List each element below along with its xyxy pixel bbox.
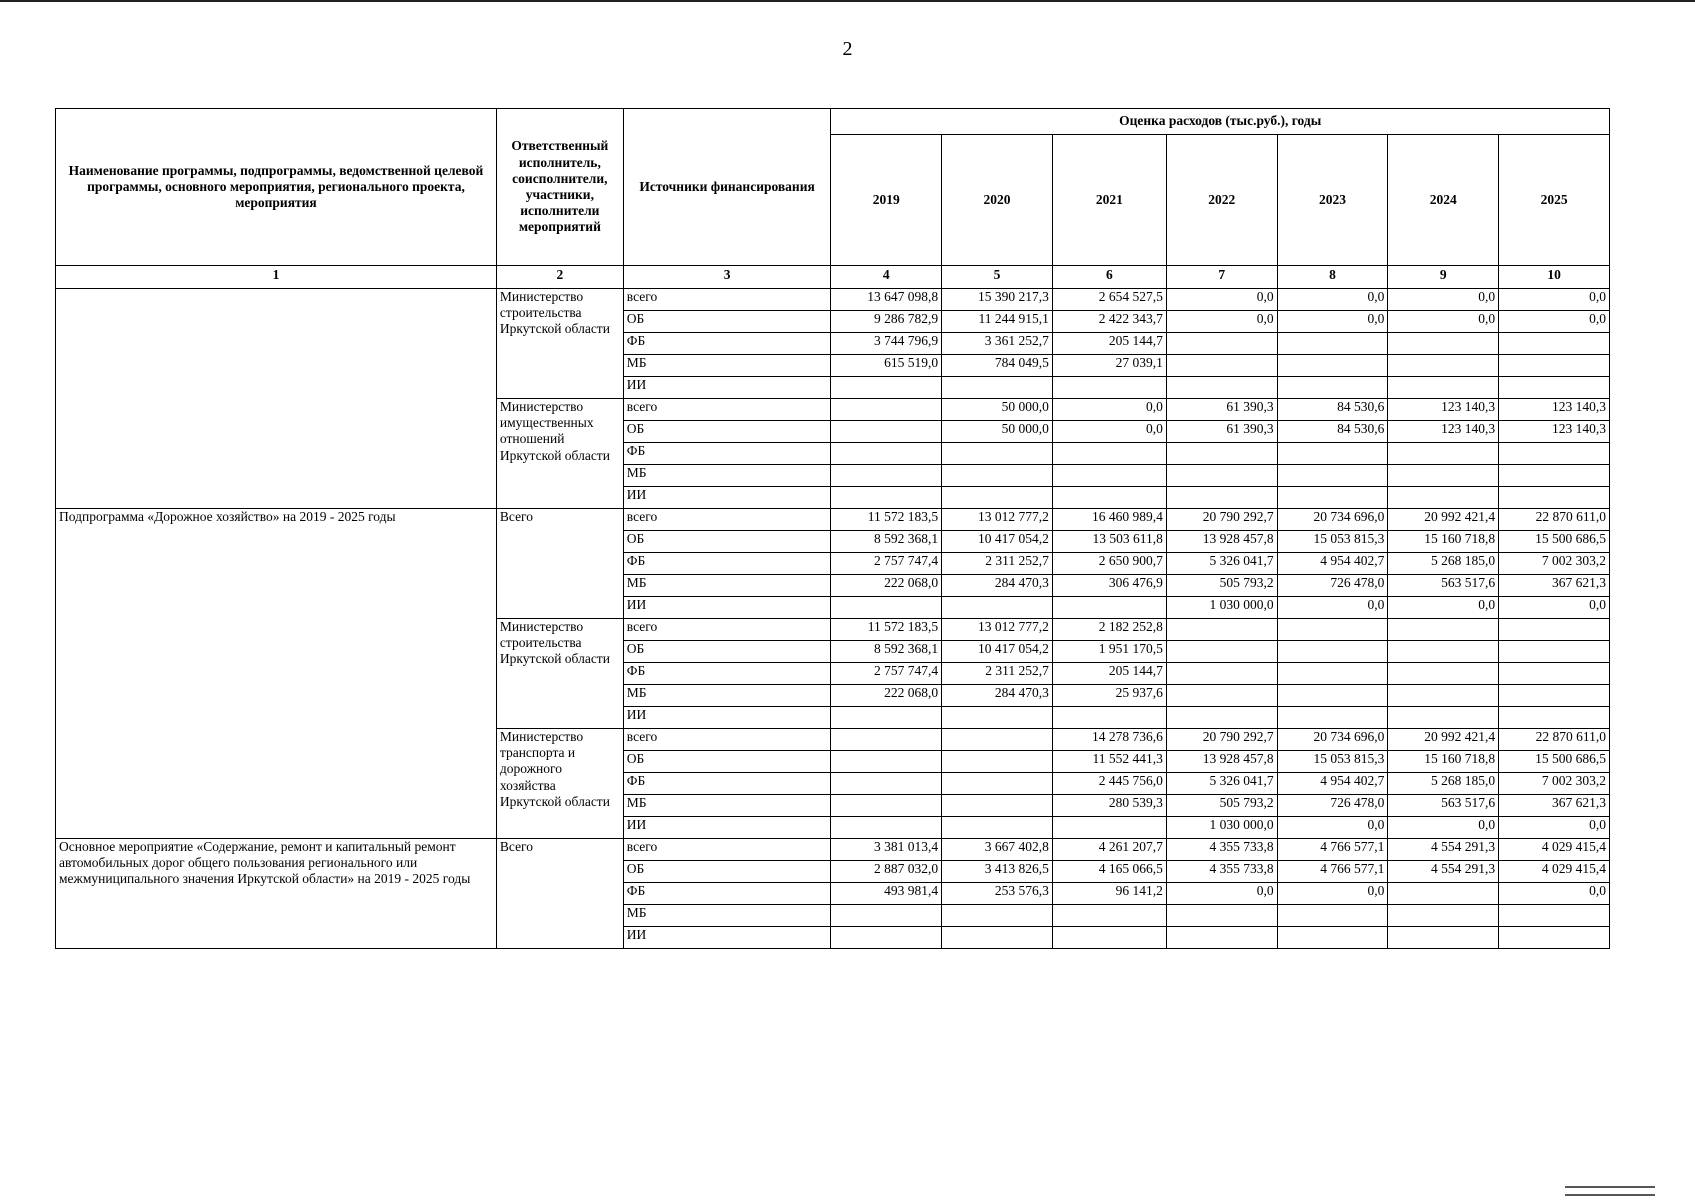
value-cell-2021: [1052, 597, 1166, 619]
value-cell-2024: [1388, 333, 1499, 355]
value-cell-2024: [1388, 927, 1499, 949]
value-cell-2020: 13 012 777,2: [942, 619, 1053, 641]
value-cell-2021: 205 144,7: [1052, 663, 1166, 685]
value-cell-2025: 15 500 686,5: [1499, 531, 1610, 553]
value-cell-2024: [1388, 377, 1499, 399]
value-cell-2023: 20 734 696,0: [1277, 509, 1388, 531]
value-cell-2021: 11 552 441,3: [1052, 751, 1166, 773]
value-cell-2020: [942, 729, 1053, 751]
value-cell-2022: 20 790 292,7: [1166, 509, 1277, 531]
value-cell-2025: [1499, 905, 1610, 927]
column-number: 8: [1277, 266, 1388, 289]
value-cell-2022: 4 355 733,8: [1166, 839, 1277, 861]
column-number-row: [56, 266, 1610, 289]
column-number: 4: [831, 266, 942, 289]
value-cell-2022: [1166, 707, 1277, 729]
value-cell-2025: 123 140,3: [1499, 399, 1610, 421]
value-cell-2019: [831, 377, 942, 399]
value-cell-2021: 0,0: [1052, 399, 1166, 421]
value-cell-2020: [942, 795, 1053, 817]
funding-source-cell: МБ: [623, 575, 831, 597]
funding-source-cell: ИИ: [623, 817, 831, 839]
value-cell-2019: [831, 817, 942, 839]
value-cell-2025: 123 140,3: [1499, 421, 1610, 443]
value-cell-2019: [831, 729, 942, 751]
value-cell-2020: [942, 443, 1053, 465]
value-cell-2024: 5 268 185,0: [1388, 553, 1499, 575]
value-cell-2019: [831, 597, 942, 619]
funding-source-cell: ОБ: [623, 311, 831, 333]
column-number: 10: [1499, 266, 1610, 289]
value-cell-2022: [1166, 685, 1277, 707]
value-cell-2024: [1388, 905, 1499, 927]
value-cell-2024: [1388, 685, 1499, 707]
value-cell-2024: 0,0: [1388, 597, 1499, 619]
funding-source-cell: МБ: [623, 685, 831, 707]
value-cell-2024: [1388, 663, 1499, 685]
funding-source-cell: МБ: [623, 905, 831, 927]
value-cell-2023: 0,0: [1277, 289, 1388, 311]
value-cell-2021: 14 278 736,6: [1052, 729, 1166, 751]
year-header: 2019: [831, 135, 942, 266]
year-header: 2024: [1388, 135, 1499, 266]
value-cell-2024: 123 140,3: [1388, 421, 1499, 443]
value-cell-2022: 5 326 041,7: [1166, 773, 1277, 795]
value-cell-2024: 563 517,6: [1388, 575, 1499, 597]
value-cell-2024: 0,0: [1388, 311, 1499, 333]
year-header: 2021: [1052, 135, 1166, 266]
value-cell-2025: 4 029 415,4: [1499, 861, 1610, 883]
value-cell-2024: [1388, 355, 1499, 377]
value-cell-2022: 61 390,3: [1166, 399, 1277, 421]
value-cell-2019: 2 887 032,0: [831, 861, 942, 883]
funding-source-cell: ИИ: [623, 597, 831, 619]
value-cell-2022: 13 928 457,8: [1166, 531, 1277, 553]
value-cell-2021: 25 937,6: [1052, 685, 1166, 707]
value-cell-2020: [942, 377, 1053, 399]
funding-source-cell: всего: [623, 839, 831, 861]
value-cell-2020: [942, 751, 1053, 773]
value-cell-2020: 10 417 054,2: [942, 531, 1053, 553]
value-cell-2021: [1052, 905, 1166, 927]
page-corner-mark: [1565, 1186, 1655, 1196]
funding-source-cell: ФБ: [623, 553, 831, 575]
value-cell-2025: 0,0: [1499, 311, 1610, 333]
value-cell-2021: 280 539,3: [1052, 795, 1166, 817]
value-cell-2020: 2 311 252,7: [942, 663, 1053, 685]
value-cell-2023: [1277, 927, 1388, 949]
table-row: [56, 289, 1610, 311]
value-cell-2019: [831, 399, 942, 421]
value-cell-2022: [1166, 465, 1277, 487]
column-number: 3: [623, 266, 831, 289]
funding-source-cell: МБ: [623, 355, 831, 377]
value-cell-2021: 205 144,7: [1052, 333, 1166, 355]
column-number: 6: [1052, 266, 1166, 289]
column-number: 1: [56, 266, 497, 289]
value-cell-2025: [1499, 333, 1610, 355]
value-cell-2022: [1166, 619, 1277, 641]
value-cell-2023: 84 530,6: [1277, 421, 1388, 443]
value-cell-2025: 22 870 611,0: [1499, 509, 1610, 531]
value-cell-2020: 3 413 826,5: [942, 861, 1053, 883]
value-cell-2025: [1499, 487, 1610, 509]
value-cell-2025: 0,0: [1499, 817, 1610, 839]
value-cell-2020: [942, 487, 1053, 509]
value-cell-2025: [1499, 685, 1610, 707]
value-cell-2023: 84 530,6: [1277, 399, 1388, 421]
value-cell-2020: [942, 773, 1053, 795]
funding-source-cell: ИИ: [623, 707, 831, 729]
funding-source-cell: всего: [623, 399, 831, 421]
value-cell-2019: [831, 751, 942, 773]
program-name-cell: [56, 289, 497, 509]
value-cell-2023: 15 053 815,3: [1277, 531, 1388, 553]
funding-source-cell: ОБ: [623, 641, 831, 663]
value-cell-2019: 2 757 747,4: [831, 663, 942, 685]
value-cell-2019: 8 592 368,1: [831, 641, 942, 663]
funding-source-cell: ФБ: [623, 443, 831, 465]
value-cell-2022: 4 355 733,8: [1166, 861, 1277, 883]
value-cell-2024: 15 160 718,8: [1388, 531, 1499, 553]
value-cell-2020: [942, 465, 1053, 487]
funding-source-cell: ОБ: [623, 751, 831, 773]
value-cell-2023: 15 053 815,3: [1277, 751, 1388, 773]
value-cell-2023: [1277, 707, 1388, 729]
value-cell-2020: 11 244 915,1: [942, 311, 1053, 333]
value-cell-2021: 4 261 207,7: [1052, 839, 1166, 861]
funding-source-cell: МБ: [623, 465, 831, 487]
value-cell-2024: 563 517,6: [1388, 795, 1499, 817]
value-cell-2023: [1277, 465, 1388, 487]
value-cell-2022: [1166, 905, 1277, 927]
value-cell-2019: 615 519,0: [831, 355, 942, 377]
value-cell-2022: [1166, 355, 1277, 377]
value-cell-2024: 5 268 185,0: [1388, 773, 1499, 795]
value-cell-2022: [1166, 443, 1277, 465]
value-cell-2025: 0,0: [1499, 289, 1610, 311]
value-cell-2025: 4 029 415,4: [1499, 839, 1610, 861]
value-cell-2024: 4 554 291,3: [1388, 861, 1499, 883]
value-cell-2020: 284 470,3: [942, 575, 1053, 597]
value-cell-2022: 0,0: [1166, 289, 1277, 311]
value-cell-2019: 222 068,0: [831, 685, 942, 707]
value-cell-2021: [1052, 487, 1166, 509]
value-cell-2022: [1166, 641, 1277, 663]
value-cell-2023: [1277, 355, 1388, 377]
value-cell-2019: [831, 773, 942, 795]
value-cell-2025: [1499, 355, 1610, 377]
value-cell-2023: 0,0: [1277, 883, 1388, 905]
value-cell-2023: 4 766 577,1: [1277, 839, 1388, 861]
value-cell-2019: [831, 707, 942, 729]
value-cell-2019: [831, 421, 942, 443]
value-cell-2025: 367 621,3: [1499, 795, 1610, 817]
value-cell-2020: 784 049,5: [942, 355, 1053, 377]
column-number: 9: [1388, 266, 1499, 289]
value-cell-2023: [1277, 685, 1388, 707]
value-cell-2021: 0,0: [1052, 421, 1166, 443]
value-cell-2020: [942, 707, 1053, 729]
value-cell-2021: 27 039,1: [1052, 355, 1166, 377]
funding-source-cell: всего: [623, 619, 831, 641]
value-cell-2023: [1277, 487, 1388, 509]
value-cell-2021: 2 182 252,8: [1052, 619, 1166, 641]
value-cell-2019: [831, 443, 942, 465]
value-cell-2021: [1052, 377, 1166, 399]
value-cell-2021: 13 503 611,8: [1052, 531, 1166, 553]
value-cell-2019: 3 744 796,9: [831, 333, 942, 355]
value-cell-2020: [942, 817, 1053, 839]
value-cell-2022: 13 928 457,8: [1166, 751, 1277, 773]
value-cell-2021: 2 650 900,7: [1052, 553, 1166, 575]
value-cell-2021: 96 141,2: [1052, 883, 1166, 905]
value-cell-2024: 4 554 291,3: [1388, 839, 1499, 861]
funding-source-cell: ФБ: [623, 773, 831, 795]
header-costs: Оценка расходов (тыс.руб.), годы: [831, 109, 1610, 135]
value-cell-2022: 1 030 000,0: [1166, 817, 1277, 839]
value-cell-2022: 0,0: [1166, 883, 1277, 905]
header-executor: Ответственный исполнитель, соисполнители, участники, исполнители мероприятий: [496, 109, 623, 266]
program-name-cell: Основное мероприятие «Содержание, ремонт и капитальный ремонт автомобильных дорог общего пользования регионального или межмуниципального значения Иркутской области» на 2019 - 2025 годы: [56, 839, 497, 949]
value-cell-2021: 16 460 989,4: [1052, 509, 1166, 531]
funding-source-cell: всего: [623, 289, 831, 311]
column-number: 5: [942, 266, 1053, 289]
value-cell-2024: 0,0: [1388, 289, 1499, 311]
value-cell-2020: 284 470,3: [942, 685, 1053, 707]
executor-cell: Всего: [496, 839, 623, 949]
value-cell-2024: 15 160 718,8: [1388, 751, 1499, 773]
value-cell-2019: [831, 927, 942, 949]
value-cell-2023: 0,0: [1277, 311, 1388, 333]
value-cell-2021: [1052, 443, 1166, 465]
funding-source-cell: всего: [623, 509, 831, 531]
value-cell-2025: [1499, 619, 1610, 641]
value-cell-2025: 0,0: [1499, 597, 1610, 619]
value-cell-2025: [1499, 663, 1610, 685]
year-header: 2025: [1499, 135, 1610, 266]
funding-source-cell: ИИ: [623, 377, 831, 399]
year-header: 2020: [942, 135, 1053, 266]
value-cell-2025: [1499, 927, 1610, 949]
executor-cell: Министерство транспорта и дорожного хозяйства Иркутской области: [496, 729, 623, 839]
value-cell-2024: [1388, 619, 1499, 641]
funding-source-cell: ФБ: [623, 333, 831, 355]
funding-source-cell: ФБ: [623, 663, 831, 685]
value-cell-2022: 505 793,2: [1166, 575, 1277, 597]
year-header: 2023: [1277, 135, 1388, 266]
value-cell-2023: 0,0: [1277, 817, 1388, 839]
value-cell-2020: 15 390 217,3: [942, 289, 1053, 311]
value-cell-2020: [942, 927, 1053, 949]
value-cell-2023: 4 954 402,7: [1277, 773, 1388, 795]
value-cell-2025: 367 621,3: [1499, 575, 1610, 597]
value-cell-2024: 123 140,3: [1388, 399, 1499, 421]
value-cell-2023: 20 734 696,0: [1277, 729, 1388, 751]
value-cell-2019: [831, 487, 942, 509]
value-cell-2025: 7 002 303,2: [1499, 553, 1610, 575]
funding-source-cell: ФБ: [623, 883, 831, 905]
executor-cell: Министерство строительства Иркутской области: [496, 289, 623, 399]
value-cell-2020: 13 012 777,2: [942, 509, 1053, 531]
value-cell-2024: 20 992 421,4: [1388, 509, 1499, 531]
value-cell-2019: 2 757 747,4: [831, 553, 942, 575]
value-cell-2020: 3 361 252,7: [942, 333, 1053, 355]
value-cell-2022: 20 790 292,7: [1166, 729, 1277, 751]
value-cell-2022: [1166, 487, 1277, 509]
value-cell-2020: 50 000,0: [942, 399, 1053, 421]
value-cell-2019: 3 381 013,4: [831, 839, 942, 861]
value-cell-2025: [1499, 377, 1610, 399]
value-cell-2023: [1277, 663, 1388, 685]
value-cell-2022: [1166, 377, 1277, 399]
value-cell-2021: [1052, 707, 1166, 729]
value-cell-2019: 11 572 183,5: [831, 619, 942, 641]
top-rule: [0, 0, 1695, 2]
funding-source-cell: всего: [623, 729, 831, 751]
value-cell-2025: 7 002 303,2: [1499, 773, 1610, 795]
year-header: 2022: [1166, 135, 1277, 266]
column-number: 2: [496, 266, 623, 289]
value-cell-2020: 50 000,0: [942, 421, 1053, 443]
funding-source-cell: ОБ: [623, 421, 831, 443]
value-cell-2019: 8 592 368,1: [831, 531, 942, 553]
value-cell-2022: 505 793,2: [1166, 795, 1277, 817]
value-cell-2023: [1277, 619, 1388, 641]
value-cell-2021: [1052, 817, 1166, 839]
value-cell-2019: 9 286 782,9: [831, 311, 942, 333]
value-cell-2021: [1052, 465, 1166, 487]
value-cell-2021: 306 476,9: [1052, 575, 1166, 597]
value-cell-2023: [1277, 905, 1388, 927]
value-cell-2019: [831, 795, 942, 817]
executor-cell: Министерство строительства Иркутской области: [496, 619, 623, 729]
value-cell-2020: 2 311 252,7: [942, 553, 1053, 575]
value-cell-2022: 61 390,3: [1166, 421, 1277, 443]
value-cell-2020: 3 667 402,8: [942, 839, 1053, 861]
value-cell-2023: 726 478,0: [1277, 575, 1388, 597]
value-cell-2024: [1388, 707, 1499, 729]
value-cell-2020: 10 417 054,2: [942, 641, 1053, 663]
value-cell-2019: 493 981,4: [831, 883, 942, 905]
funding-source-cell: ИИ: [623, 927, 831, 949]
table-row: [56, 509, 1610, 531]
value-cell-2023: [1277, 443, 1388, 465]
value-cell-2022: [1166, 663, 1277, 685]
value-cell-2023: 0,0: [1277, 597, 1388, 619]
value-cell-2023: 726 478,0: [1277, 795, 1388, 817]
value-cell-2024: [1388, 641, 1499, 663]
funding-source-cell: ОБ: [623, 531, 831, 553]
value-cell-2022: 0,0: [1166, 311, 1277, 333]
value-cell-2021: 2 422 343,7: [1052, 311, 1166, 333]
value-cell-2025: [1499, 707, 1610, 729]
budget-table: [55, 108, 1610, 949]
value-cell-2025: 22 870 611,0: [1499, 729, 1610, 751]
value-cell-2025: [1499, 465, 1610, 487]
program-name-cell: Подпрограмма «Дорожное хозяйство» на 2019 - 2025 годы: [56, 509, 497, 839]
value-cell-2025: 0,0: [1499, 883, 1610, 905]
value-cell-2021: 1 951 170,5: [1052, 641, 1166, 663]
value-cell-2019: 222 068,0: [831, 575, 942, 597]
value-cell-2024: [1388, 443, 1499, 465]
value-cell-2021: 2 654 527,5: [1052, 289, 1166, 311]
value-cell-2022: 1 030 000,0: [1166, 597, 1277, 619]
page-number: 2: [842, 38, 853, 60]
value-cell-2025: [1499, 443, 1610, 465]
header-source: Источники финансирования: [623, 109, 831, 266]
executor-cell: Всего: [496, 509, 623, 619]
value-cell-2024: 20 992 421,4: [1388, 729, 1499, 751]
value-cell-2020: [942, 905, 1053, 927]
table-row: [56, 839, 1610, 861]
value-cell-2024: [1388, 487, 1499, 509]
funding-source-cell: МБ: [623, 795, 831, 817]
value-cell-2019: [831, 905, 942, 927]
value-cell-2020: [942, 597, 1053, 619]
value-cell-2021: 4 165 066,5: [1052, 861, 1166, 883]
value-cell-2025: 15 500 686,5: [1499, 751, 1610, 773]
funding-source-cell: ОБ: [623, 861, 831, 883]
column-number: 7: [1166, 266, 1277, 289]
value-cell-2020: 253 576,3: [942, 883, 1053, 905]
value-cell-2023: [1277, 377, 1388, 399]
header-name: Наименование программы, подпрограммы, ведомственной целевой программы, основного мероприятия, регионального проекта, мероприятия: [56, 109, 497, 266]
value-cell-2023: [1277, 641, 1388, 663]
executor-cell: Министерство имущественных отношений Иркутской области: [496, 399, 623, 509]
value-cell-2022: 5 326 041,7: [1166, 553, 1277, 575]
table-body: [56, 289, 1610, 949]
funding-source-cell: ИИ: [623, 487, 831, 509]
value-cell-2019: 11 572 183,5: [831, 509, 942, 531]
value-cell-2024: 0,0: [1388, 817, 1499, 839]
value-cell-2025: [1499, 641, 1610, 663]
value-cell-2023: 4 766 577,1: [1277, 861, 1388, 883]
value-cell-2022: [1166, 333, 1277, 355]
value-cell-2019: 13 647 098,8: [831, 289, 942, 311]
value-cell-2019: [831, 465, 942, 487]
value-cell-2021: 2 445 756,0: [1052, 773, 1166, 795]
value-cell-2023: [1277, 333, 1388, 355]
value-cell-2024: [1388, 465, 1499, 487]
value-cell-2023: 4 954 402,7: [1277, 553, 1388, 575]
value-cell-2022: [1166, 927, 1277, 949]
value-cell-2021: [1052, 927, 1166, 949]
value-cell-2024: [1388, 883, 1499, 905]
